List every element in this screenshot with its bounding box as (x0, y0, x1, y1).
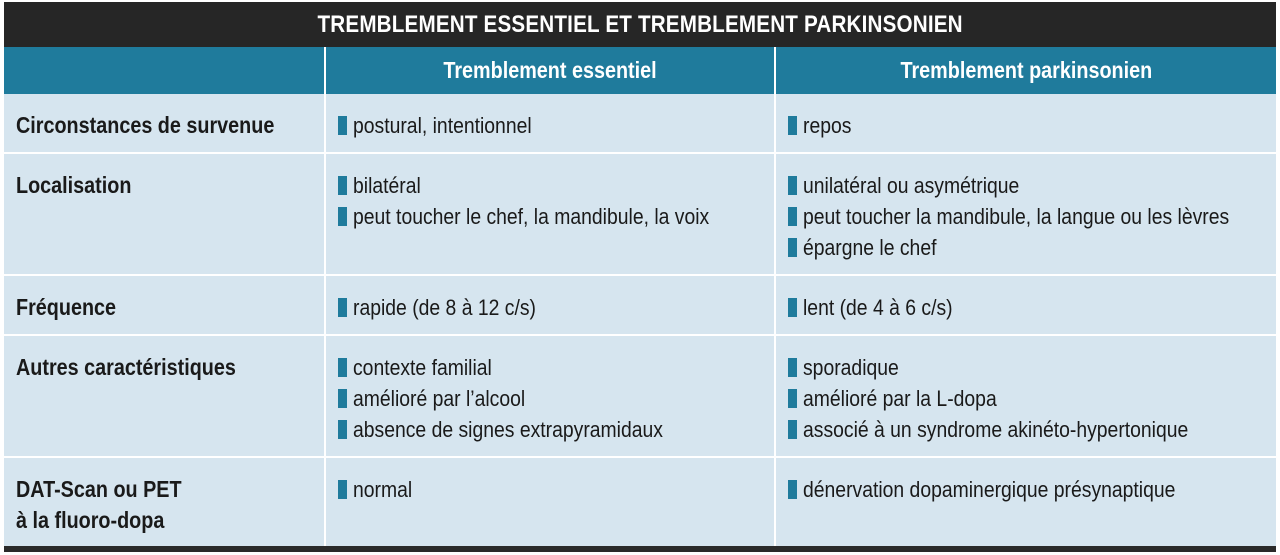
row-divider (4, 152, 1276, 154)
list-item-text: postural, intentionnel (353, 112, 532, 138)
row-label (16, 352, 272, 383)
cell-parkinsonien (788, 110, 858, 141)
list-item (788, 110, 858, 141)
table-title: TREMBLEMENT ESSENTIEL ET TREMBLEMENT PARKINSONIEN (4, 2, 1276, 47)
square-bullet-icon (338, 176, 347, 195)
list-item (788, 201, 1280, 232)
row-label (16, 170, 150, 201)
square-bullet-icon (788, 298, 797, 317)
row-divider (4, 334, 1276, 336)
row-label (16, 110, 316, 141)
cell-parkinsonien (788, 352, 1241, 445)
list-item (788, 292, 973, 323)
square-bullet-icon (338, 298, 347, 317)
row-divider (4, 274, 1276, 276)
square-bullet-icon (338, 358, 347, 377)
header-parkinsonien: Tremblement parkinsonien (900, 57, 1152, 83)
list-item (338, 170, 758, 201)
list-item (338, 110, 556, 141)
list-item-text: bilatéral (353, 172, 421, 198)
list-item (338, 474, 420, 505)
list-item-text: rapide (de 8 à 12 c/s) (353, 294, 536, 320)
square-bullet-icon (338, 389, 347, 408)
list-item (338, 383, 705, 414)
bottom-border (4, 546, 1276, 552)
header-row (4, 47, 1276, 94)
list-item (788, 414, 1241, 445)
list-item (788, 232, 1280, 263)
list-item (788, 352, 1241, 383)
header-empty (4, 47, 324, 94)
list-item-text: amélioré par la L-dopa (803, 385, 997, 411)
list-item (788, 170, 1280, 201)
square-bullet-icon (788, 389, 797, 408)
list-item (338, 201, 758, 232)
list-item-text: amélioré par l’alcool (353, 385, 526, 411)
list-item (338, 352, 705, 383)
cell-essentiel (338, 352, 705, 445)
header-essentiel: Tremblement essentiel (443, 57, 657, 83)
list-item-text: lent (de 4 à 6 c/s) (803, 294, 953, 320)
square-bullet-icon (788, 176, 797, 195)
cell-parkinsonien (788, 170, 1280, 263)
list-item-text: peut toucher le chef, la mandibule, la voix (353, 203, 710, 229)
square-bullet-icon (788, 420, 797, 439)
square-bullet-icon (788, 238, 797, 257)
list-item (338, 292, 561, 323)
square-bullet-icon (788, 116, 797, 135)
row-divider (4, 456, 1276, 458)
list-item-text: associé à un syndrome akinéto-hypertonique (803, 416, 1189, 442)
cell-parkinsonien (788, 474, 1226, 505)
cell-parkinsonien (788, 292, 973, 323)
row-label-line: à la fluoro-dopa (16, 507, 165, 533)
cell-essentiel (338, 110, 556, 141)
square-bullet-icon (788, 358, 797, 377)
square-bullet-icon (338, 480, 347, 499)
list-item-text: contexte familial (353, 354, 492, 380)
column-divider (774, 94, 776, 546)
list-item-text: épargne le chef (803, 234, 937, 260)
row-label-line: DAT-Scan ou PET (16, 476, 182, 502)
cell-essentiel (338, 170, 758, 232)
row-label-line: Localisation (16, 172, 132, 198)
list-item-text: normal (353, 476, 413, 502)
list-item-text: dénervation dopaminergique présynaptique (803, 476, 1176, 502)
cell-essentiel (338, 292, 561, 323)
cell-essentiel (338, 474, 420, 505)
row-label-line: Autres caractéristiques (16, 354, 236, 380)
list-item-text: unilatéral ou asymétrique (803, 172, 1020, 198)
row-label (16, 474, 209, 536)
square-bullet-icon (788, 480, 797, 499)
column-divider (324, 94, 326, 546)
list-item-text: sporadique (803, 354, 899, 380)
list-item (788, 474, 1226, 505)
row-label-line: Fréquence (16, 294, 117, 320)
table-body (4, 94, 1276, 546)
square-bullet-icon (338, 207, 347, 226)
list-item (338, 414, 705, 445)
list-item-text: absence de signes extrapyramidaux (353, 416, 663, 442)
row-label (16, 292, 132, 323)
square-bullet-icon (338, 420, 347, 439)
list-item (788, 383, 1241, 414)
list-item-text: repos (803, 112, 852, 138)
row-label-line: Circonstances de survenue (16, 112, 275, 138)
square-bullet-icon (788, 207, 797, 226)
list-item-text: peut toucher la mandibule, la langue ou les lèvres (803, 203, 1230, 229)
square-bullet-icon (338, 116, 347, 135)
